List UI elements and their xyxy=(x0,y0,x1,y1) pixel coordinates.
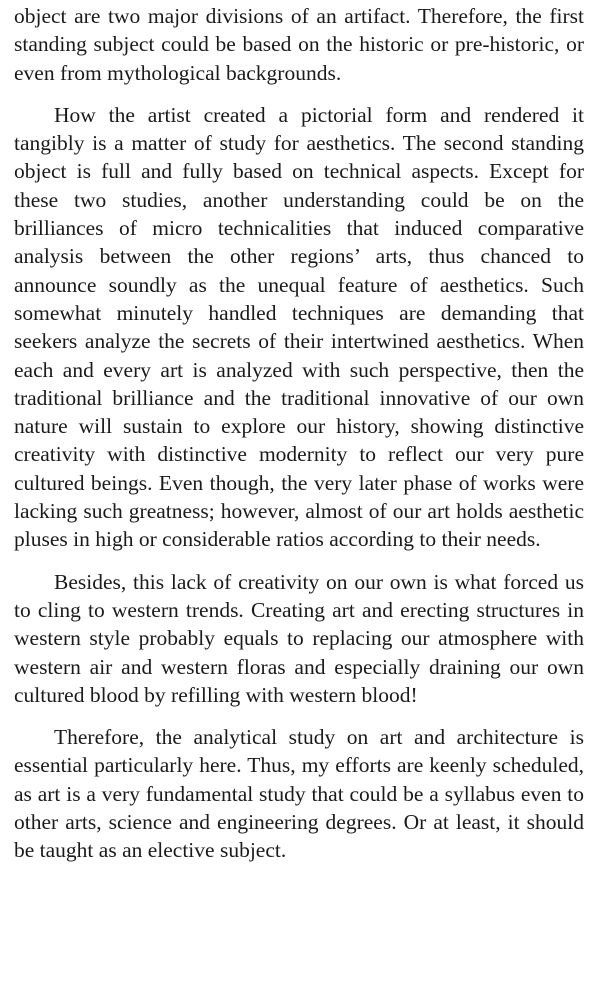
paragraph-2: How the artist created a pictorial form and rendered it tangibly is a matter of study for aesthetics. The second standing object is full and fully based on technical aspects. Except for these two studies, another understanding could be on the brilliances of micro technicalities that induced comparative analysis between the other regions’ arts, thus chanced to announce soundly as the unequal feature of aesthetics. Such somewhat minutely handled techniques are demanding that seekers analyze the secrets of their intertwined aesthetics. When each and every art is analyzed with such perspective, then the traditional brilliance and the traditional innovative of our own nature will sustain to explore our history, showing distinctive creativity with distinctive modernity to reflect our very pure cultured beings. Even though, the very later phase of works were lacking such greatness; however, almost of our art holds aesthetic pluses in high or considerable ratios according to their needs. xyxy=(14,102,584,552)
paragraph-1: object are two major divisions of an artifact. Therefore, the first standing subject could be based on the historic or pre-historic, or even from mythological backgrounds. xyxy=(14,4,584,85)
paragraph-3: Besides, this lack of creativity on our own is what forced us to cling to western trends. Creating art and erecting structures in western style probably equals to replacing our atmosphere with western air and western floras and especially draining our own cultured blood by refilling with western blood! xyxy=(14,569,584,707)
document-page xyxy=(14,2,584,865)
paragraph-4: Therefore, the analytical study on art and architecture is essential particularly here. Thus, my efforts are keenly scheduled, as art is a very fundamental study that could be a syllabus even to other arts, science and engineering degrees. Or at least, it should be taught as an elective subject. xyxy=(14,725,584,863)
